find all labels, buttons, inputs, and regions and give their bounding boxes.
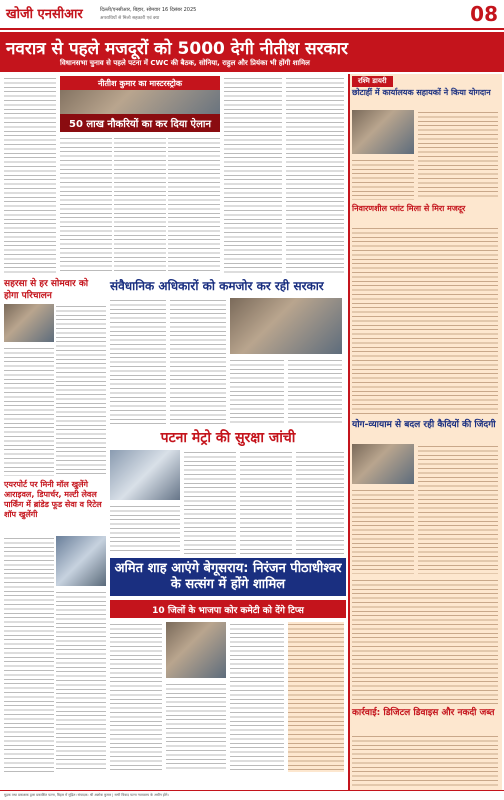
sidebar-text-2 bbox=[352, 226, 498, 416]
story2-text-col-1 bbox=[4, 346, 54, 476]
masthead bbox=[0, 0, 504, 30]
story6-text-col-4 bbox=[288, 622, 344, 772]
lead-text-column-3 bbox=[114, 136, 166, 274]
story5-text-col-2 bbox=[184, 450, 236, 554]
imprint-footer: मुद्रक तथा प्रकाशक द्वारा प्रकाशित पटना, बिहार में मुद्रित। संपादक: श्री अशोक कुमार | सभी विवाद पटना न्यायालय के अधीन होंगे। bbox=[0, 790, 504, 800]
sidebar-text-3b bbox=[352, 488, 414, 574]
sidebar-text-1a bbox=[418, 110, 498, 200]
main-subhead: विधानसभा चुनाव से पहले पटना में CWC की बैठक, सोनिया, राहुल और प्रियंका भी होंगी शामिल bbox=[60, 59, 310, 67]
sidebar-photo-3 bbox=[352, 444, 414, 484]
story3-text-col-1 bbox=[4, 536, 54, 772]
sidebar-text-3a bbox=[418, 444, 498, 574]
story4-text-col-2 bbox=[170, 298, 226, 426]
story5-headline: पटना मेट्रो की सुरक्षा जांची bbox=[160, 430, 296, 446]
story6-photo-1 bbox=[166, 622, 226, 678]
dateline: दिल्ली/एनसीआर, बिहार, सोमवार 16 दिसंबर 2025 bbox=[100, 7, 197, 13]
story3-photo bbox=[56, 536, 106, 586]
lead-photo-caption-bottom: 50 लाख नौकरियों का कर दिया ऐलान bbox=[60, 114, 220, 132]
story3-text-col-2 bbox=[56, 590, 106, 772]
sidebar-text-1b bbox=[352, 158, 414, 200]
masthead-subtitle: अपराधियों से मिलो सहकारी एवं क्या bbox=[100, 16, 160, 21]
story6-text-col-3 bbox=[230, 622, 284, 772]
lead-photo bbox=[60, 76, 220, 132]
story5-text-col-1 bbox=[110, 504, 180, 554]
cwc-text-column-2 bbox=[286, 76, 344, 274]
story4-photo bbox=[230, 298, 342, 354]
sidebar-headline-2: निवारणशील प्लांट मिला से मिरा मजदूर bbox=[352, 204, 466, 213]
story3-headline: एयरपोर्ट पर मिनी मॉल खुलेंगे आराइवल, डिपार्चर, मल्टी लेवल पार्किंग में ब्रांडेड फूड सेवा व रिटेल शॉप खुलेंगी bbox=[4, 480, 102, 519]
story4-text-col-3 bbox=[230, 358, 284, 426]
lead-text-column-4 bbox=[168, 136, 220, 274]
sidebar-text-3c bbox=[352, 578, 498, 704]
sidebar-tag: रश्मि डायरी bbox=[352, 76, 393, 87]
story5-photo bbox=[110, 450, 180, 500]
main-headline-banner bbox=[0, 32, 504, 72]
story7-headline: 10 जिलों के भाजपा कोर कमेटी को देंगे टिप्स bbox=[110, 600, 346, 618]
story6-text-col-1 bbox=[110, 622, 162, 772]
story4-headline: संवैधानिक अधिकारों को कमजोर कर रही सरकार bbox=[110, 279, 324, 293]
sidebar-headline-1: छोटाहीं में कार्यालयक सहायकों ने किया योगदान bbox=[352, 88, 491, 97]
cwc-text-column-1 bbox=[224, 76, 282, 274]
story2-photo bbox=[4, 304, 54, 342]
sidebar-headline-3: योग-व्यायाम से बदल रही कैदियों की जिंदगी bbox=[352, 420, 496, 430]
story4-text-col-4 bbox=[288, 358, 342, 426]
brand-logo: खोजी एनसीआर bbox=[6, 7, 83, 22]
lead-text-column-2 bbox=[60, 136, 112, 274]
lead-text-column-1 bbox=[4, 76, 56, 274]
story4-text-col-1 bbox=[110, 298, 166, 426]
main-headline: नवरात्र से पहले मजदूरों को 5000 देगी नीतीश सरकार bbox=[6, 39, 348, 59]
sidebar-headline-4: कार्रवाई: डिजिटल डिवाइस और नकदी जब्त bbox=[352, 708, 495, 718]
lead-photo-caption-top: नीतीश कुमार का मास्टरस्ट्रोक bbox=[60, 76, 220, 90]
sidebar-text-4 bbox=[352, 734, 498, 786]
story6-headline: अमित शाह आएंगे बेगूसराय: निरंजन पीठाधीश्वर के सत्संग में होंगे शामिल bbox=[110, 558, 346, 596]
story2-headline: सहरसा से हर सोमवार को होगा परिचालन bbox=[4, 279, 89, 301]
page-number: 08 bbox=[470, 2, 498, 26]
sidebar-photo-1 bbox=[352, 110, 414, 154]
story5-text-col-4 bbox=[296, 450, 344, 554]
story5-text-col-3 bbox=[240, 450, 292, 554]
story2-text-col-2 bbox=[56, 304, 106, 476]
story6-text-col-2 bbox=[166, 682, 226, 772]
